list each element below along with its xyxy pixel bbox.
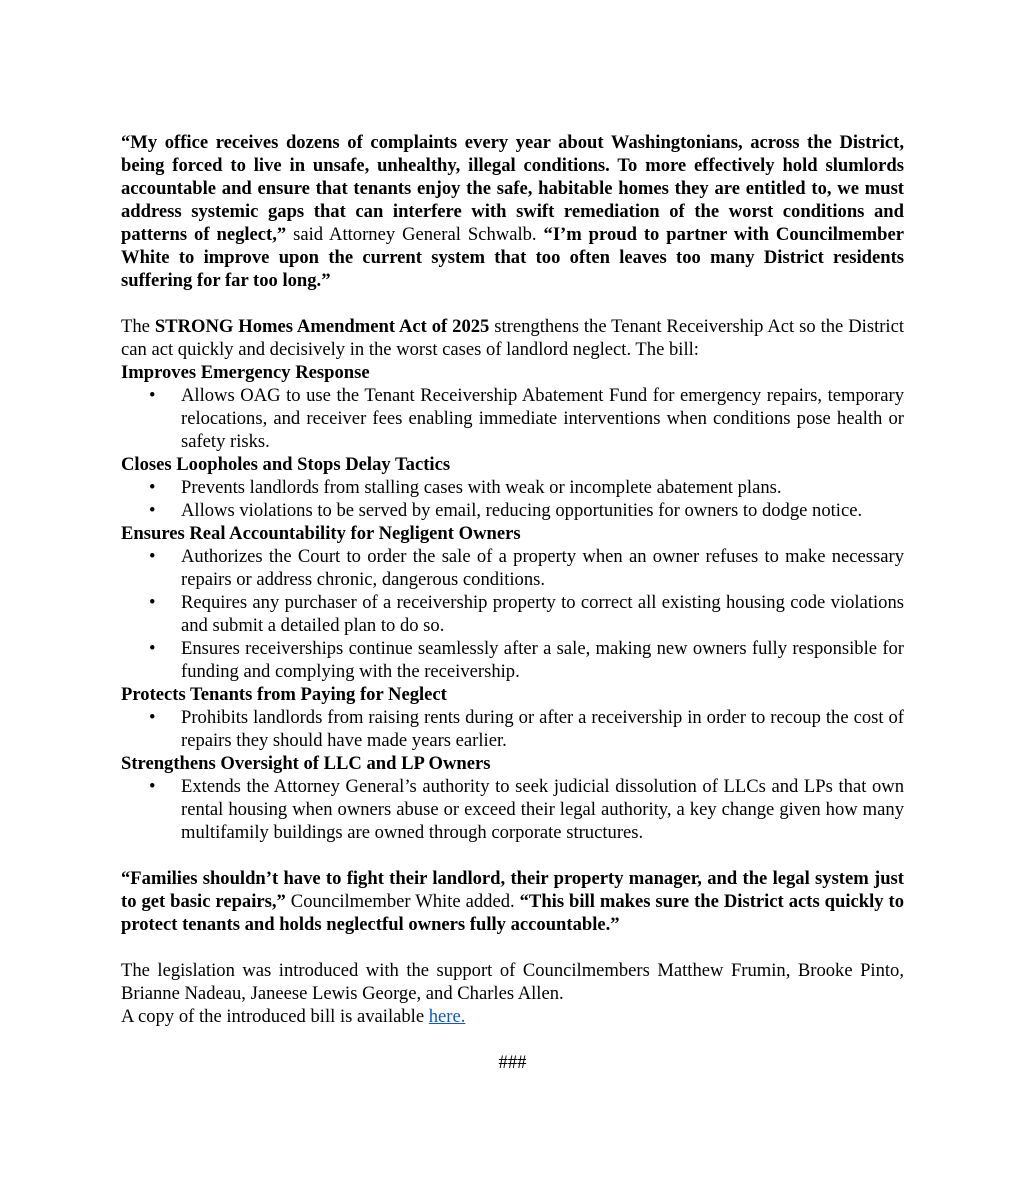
support-paragraph: The legislation was introduced with the support of Councilmembers Matthew Frumin, Brooke Pinto, Brianne Nadeau, Janeese Lewis George, and Charles Allen. <box>121 960 904 1004</box>
section-loopholes <box>121 453 904 522</box>
section-heading: Strengthens Oversight of LLC and LP Owners <box>121 753 491 774</box>
end-mark: ### <box>498 1052 527 1073</box>
bullet-list <box>121 476 904 522</box>
bullet-list <box>121 545 904 683</box>
press-release-page <box>121 131 904 1074</box>
white-quote-part-2: “This bill makes sure the District acts quickly to protect tenants and holds neglectful owners fully accountable.” <box>121 891 905 935</box>
spacer <box>121 936 904 959</box>
list-item: • Ensures receiverships continue seamlessly after a sale, making new owners fully responsible for funding and complying with the receivership. <box>121 637 904 683</box>
list-item: • Requires any purchaser of a receivership property to correct all existing housing code violations and submit a detailed plan to do so. <box>121 591 904 637</box>
section-protects-tenants <box>121 683 904 752</box>
white-quote-part-1: “Families shouldn’t have to fight their landlord, their property manager, and the legal system just to get basic repairs,” <box>121 868 904 912</box>
ag-quote-attribution: said Attorney General Schwalb. <box>286 224 544 245</box>
bill-link[interactable]: here. <box>428 1006 466 1027</box>
bullet-list <box>121 706 904 752</box>
spacer <box>121 1028 904 1051</box>
copy-line-text: A copy of the introduced bill is available <box>121 1006 429 1027</box>
list-item: • Prohibits landlords from raising rents during or after a receivership in order to recoup the cost of repairs they should have made years earlier. <box>121 706 904 752</box>
copy-line <box>121 1005 904 1028</box>
section-heading: Protects Tenants from Paying for Neglect <box>121 684 447 705</box>
act-name: STRONG Homes Amendment Act of 2025 <box>154 316 490 337</box>
list-item: • Extends the Attorney General’s authority to seek judicial dissolution of LLCs and LPs that own rental housing when owners abuse or exceed their legal authority, a key change given how many multifamily buildings are owned through corporate structures. <box>121 775 904 844</box>
intro-rest: strengthens the Tenant Receivership Act so the District can act quickly and decisively in the worst cases of landlord neglect. The bill: <box>121 316 905 360</box>
bullet-list <box>121 775 904 844</box>
bullet-list <box>121 384 904 453</box>
section-llc-oversight <box>121 752 904 844</box>
ag-quote-part-1: “My office receives dozens of complaints every year about Washingtonians, across the District, being forced to live in unsafe, unhealthy, illegal conditions. To more effectively hold slumlords accountable and ensure that tenants enjoy the safe, habitable homes they are entitled to, we must address systemic gaps that can interfere with swift remediation of the worst conditions and patterns of neglect,” <box>121 132 904 245</box>
ag-quote-part-2: “I’m proud to partner with Councilmember White to improve upon the current system that too often leaves too many District residents suffering for far too long.” <box>121 224 905 291</box>
intro-lead: The <box>121 316 155 337</box>
intro-paragraph <box>121 315 904 361</box>
spacer <box>121 844 904 867</box>
section-heading: Ensures Real Accountability for Negligent Owners <box>121 523 521 544</box>
section-heading: Improves Emergency Response <box>121 362 370 383</box>
section-heading: Closes Loopholes and Stops Delay Tactics <box>121 454 451 475</box>
spacer <box>121 292 904 315</box>
white-quote-paragraph <box>121 867 904 936</box>
list-item: • Allows OAG to use the Tenant Receivership Abatement Fund for emergency repairs, temporary relocations, and receiver fees enabling immediate interventions when conditions pose health or safety risks. <box>121 384 904 453</box>
ag-quote-paragraph <box>121 131 904 292</box>
section-accountability <box>121 522 904 683</box>
section-emergency-response <box>121 361 904 453</box>
list-item: • Allows violations to be served by email, reducing opportunities for owners to dodge notice. <box>121 499 904 522</box>
list-item: • Authorizes the Court to order the sale of a property when an owner refuses to make necessary repairs or address chronic, dangerous conditions. <box>121 545 904 591</box>
white-quote-attribution: Councilmember White added. <box>285 891 520 912</box>
list-item: • Prevents landlords from stalling cases with weak or incomplete abatement plans. <box>121 476 904 499</box>
